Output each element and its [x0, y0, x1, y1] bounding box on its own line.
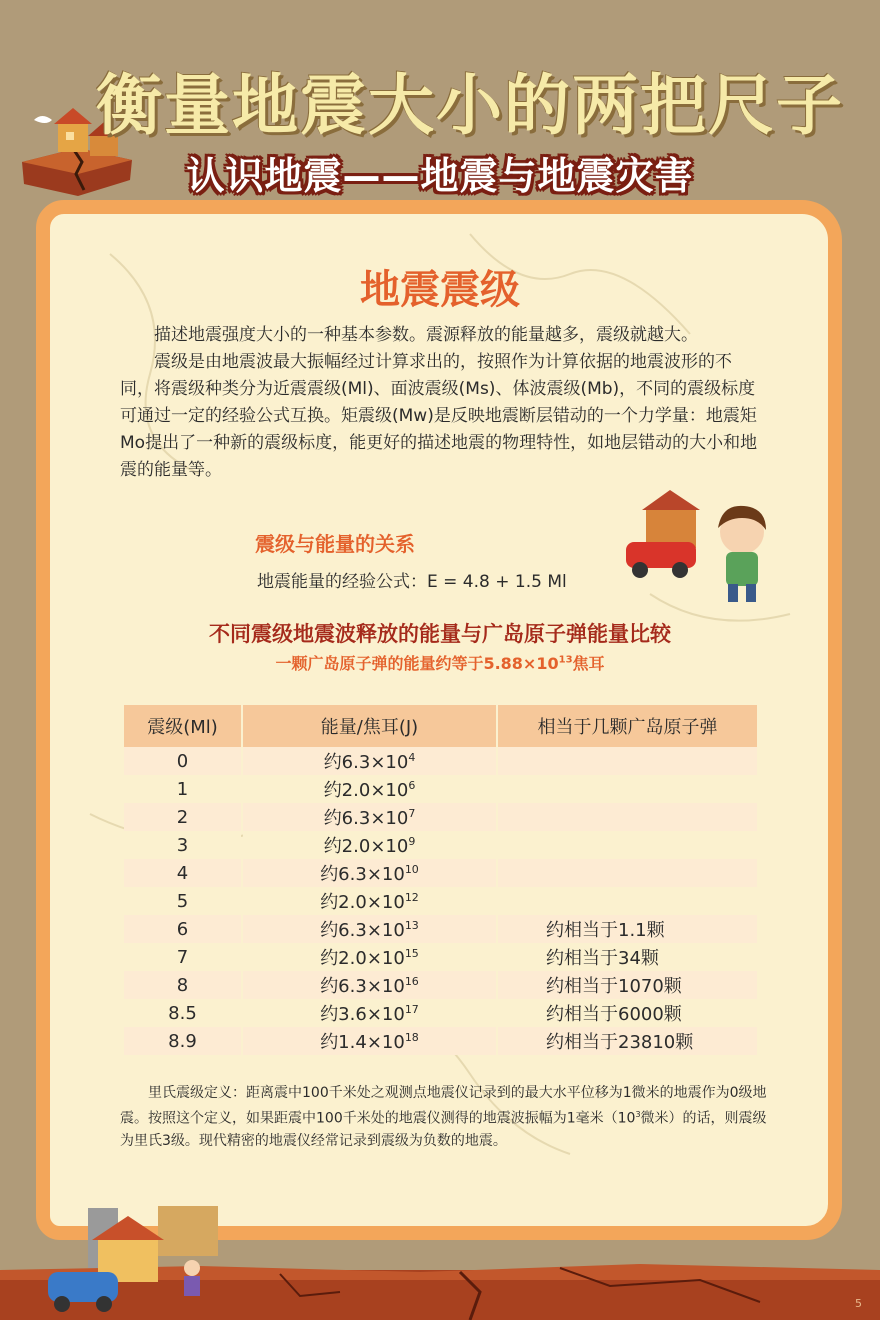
table-row: [124, 1027, 757, 1055]
comparison-subtitle-exponent: 13: [558, 654, 573, 666]
comparison-title: 不同震级地震波释放的能量与广岛原子弹能量比较: [209, 622, 671, 646]
comparison-subtitle: [0, 651, 880, 674]
table-row: [124, 803, 757, 831]
energy-cell: 约$2.0\times 10^9$: [243, 831, 496, 859]
magnitude-cell: 8.9: [124, 1027, 241, 1055]
energy-formula: 地震能量的经验公式：E = 4.8 + 1.5 Ml: [257, 572, 567, 592]
table-row: [124, 943, 757, 971]
energy-cell: 约$2.0\times 10^{12}$: [243, 887, 496, 915]
magnitude-cell: 4: [124, 859, 241, 887]
energy-cell: 约$2.0\times 10^{15}$: [243, 943, 496, 971]
bombs-cell: [498, 803, 757, 831]
bombs-cell: 约相当于6000颗: [498, 999, 757, 1027]
energy-cell: 约$6.3\times 10^4$: [243, 747, 496, 775]
comparison-subtitle-suffix: 焦耳: [572, 654, 605, 673]
intro-paragraph-2: 震级是由地震波最大振幅经过计算求出的，按照作为计算依据的地震波形的不同，将震级种类分为近震震级(Ml)、面波震级(Ms)、体波震级(Mb)，不同的震级标度可通过一定的经验公式互换。矩震级(Mw)是反映地震断层错动的一个力学量：地震矩Mo提出了一种新的震级标度，能更好的描述地震的物理特性，如地层错动的大小和地震的能量等。: [120, 352, 758, 480]
table-row: [124, 831, 757, 859]
energy-cell: 约$6.3\times 10^{16}$: [243, 971, 496, 999]
table-row: [124, 887, 757, 915]
intro-text: [120, 322, 765, 484]
bombs-cell: 约相当于1.1颗: [498, 915, 757, 943]
magnitude-cell: 2: [124, 803, 241, 831]
bombs-cell: 约相当于34颗: [498, 943, 757, 971]
table-row: [124, 775, 757, 803]
bombs-cell: [498, 831, 757, 859]
magnitude-cell: 6: [124, 915, 241, 943]
energy-cell: 约$2.0\times 10^6$: [243, 775, 496, 803]
magnitude-cell: 8: [124, 971, 241, 999]
table-header-row: [124, 705, 757, 747]
table-row: [124, 999, 757, 1027]
energy-table: [122, 705, 759, 1055]
header-energy: 能量/焦耳(J): [243, 705, 496, 747]
magnitude-cell: 7: [124, 943, 241, 971]
bombs-cell: [498, 887, 757, 915]
energy-cell: 约$6.3\times 10^7$: [243, 803, 496, 831]
table-row: [124, 859, 757, 887]
energy-cell: 约$1.4\times 10^{18}$: [243, 1027, 496, 1055]
comparison-subtitle-prefix: 一颗广岛原子弹的能量约等于5.88×10: [275, 654, 559, 673]
table-row: [124, 971, 757, 999]
bombs-cell: 约相当于1070颗: [498, 971, 757, 999]
bombs-cell: [498, 747, 757, 775]
magnitude-cell: 0: [124, 747, 241, 775]
energy-cell: 约$6.3\times 10^{10}$: [243, 859, 496, 887]
energy-relation-title: 震级与能量的关系: [255, 532, 415, 556]
note-exponent: 3: [635, 1110, 641, 1119]
earthquake-town-illustration: [28, 1198, 238, 1316]
intro-paragraph-1: 描述地震强度大小的一种基本参数。震源释放的能量越多，震级就越大。: [154, 325, 698, 345]
bombs-cell: [498, 859, 757, 887]
energy-cell: 约$3.6\times 10^{17}$: [243, 999, 496, 1027]
page-subtitle: 认识地震——地震与地震灾害: [186, 154, 694, 198]
boy-and-collapsed-house-illustration: [618, 488, 778, 608]
bombs-cell: [498, 775, 757, 803]
magnitude-cell: 1: [124, 775, 241, 803]
page-number: 5: [855, 1297, 862, 1310]
note-part-1: 里氏震级定义：距离震中100千米处之观测点地震仪记录到的最大水平位移为1微米的地震作为0级地震。按照这个定义，如果距震中100千米处的地震仪测得的地震波振幅为1毫米（10: [120, 1085, 767, 1127]
note-part-2: 微米）的话，则震级为里氏3级。现代精密的地震仪经常记录到震级为负数的地震。: [120, 1110, 767, 1149]
table-row: [124, 915, 757, 943]
magnitude-cell: 3: [124, 831, 241, 859]
page-title: 衡量地震大小的两把尺子: [96, 67, 844, 144]
table-row: [124, 747, 757, 775]
richter-definition-note: [120, 1082, 780, 1152]
header-bombs: 相当于几颗广岛原子弹: [498, 705, 757, 747]
energy-cell: 约$6.3\times 10^{13}$: [243, 915, 496, 943]
header-magnitude: 震级(Ml): [124, 705, 241, 747]
bombs-cell: 约相当于23810颗: [498, 1027, 757, 1055]
section-title: 地震震级: [360, 267, 520, 313]
magnitude-cell: 8.5: [124, 999, 241, 1027]
magnitude-cell: 5: [124, 887, 241, 915]
